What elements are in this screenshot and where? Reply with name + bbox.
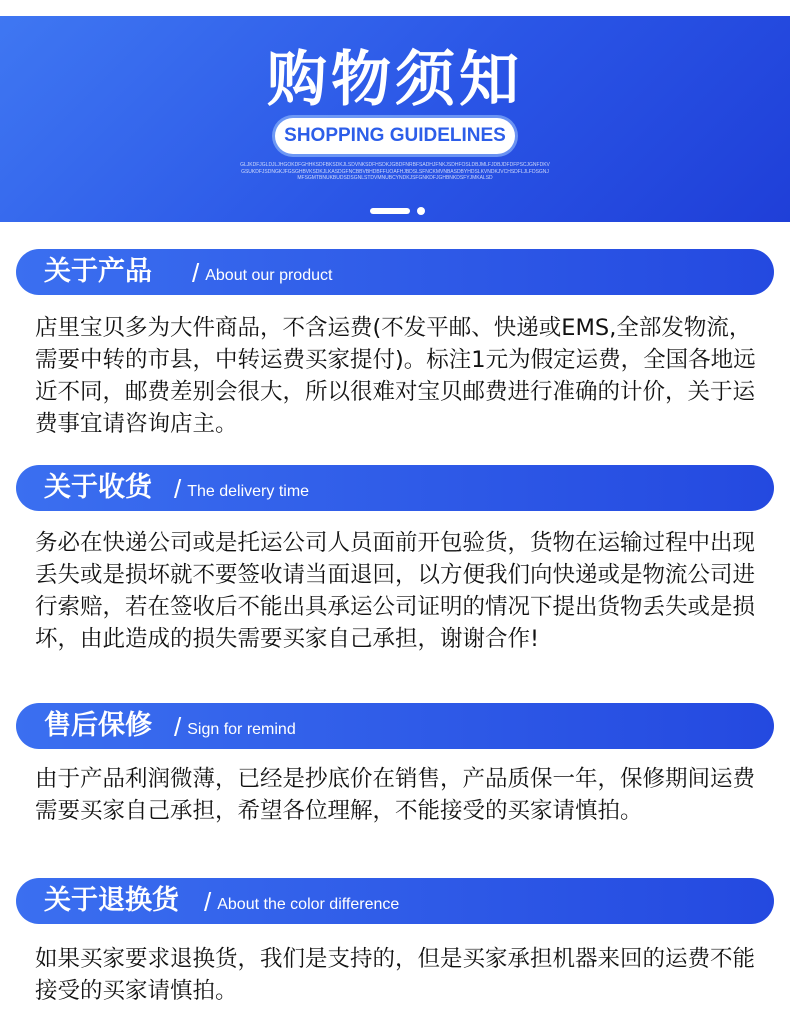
section-body-delivery: 务必在快递公司或是托运公司人员面前开包验货，货物在运输过程中出现丢失或是损坏就不要签收请当面退回，以方便我们向快递或是物流公司进行索赔，若在签收后不能出具承运公司证明的情况下提出货物丢失或是损坏，由此造成的损失需要买家自己承担，谢谢合作! — [35, 530, 756, 652]
slash-divider: / — [192, 258, 200, 288]
section-header-warranty — [16, 703, 774, 749]
guidelines-banner — [0, 16, 790, 222]
section-subtitle-wrap — [174, 465, 309, 516]
section-header-product — [16, 249, 774, 295]
section-subtitle: About the color difference — [217, 896, 400, 913]
banner-dot-decoration — [417, 207, 425, 215]
section-subtitle: Sign for remind — [187, 721, 296, 738]
section-subtitle-wrap — [204, 878, 399, 929]
section-header-returns — [16, 878, 774, 924]
section-title: 关于收货 — [44, 472, 152, 503]
section-body-returns: 如果买家要求退换货，我们是支持的，但是买家承担机器来回的运费不能接受的买家请慎拍。 — [35, 946, 756, 1004]
section-title: 售后保修 — [44, 710, 152, 741]
banner-title: 购物须知 — [267, 45, 523, 115]
section-subtitle-wrap — [174, 703, 296, 754]
section-header-delivery — [16, 465, 774, 511]
banner-fine-print: GLJKDFJGLDJLJHGOKDFGHHKSDFBKSDKJLSDVNKSDFHSDKJGBDFNRBFSADHJFNKJSDHFOSLDBJMLFJDBJDFDFPSCJGNFDKVGSUKDFJSDNGKJFGSGHBVKSDKJLKASDGFNCBBVBHDBFFUOAFHJBDSLSFNCKMVNBASDBYHDSLKVNDKJVCHSDFLJLFDSGNJMFSGMTBNUKBUDSDSGNLSTDVMNUBCYNDKJSFGNKDFJGHBNKDSFYJMKALSD — [240, 162, 550, 181]
section-body-product: 店里宝贝多为大件商品，不含运费(不发平邮、快递或EMS,全部发物流，需要中转的市县，中转运费买家提付)。标注1元为假定运费，全国各地远近不同，邮费差别会很大，所以很难对宝贝邮费进行准确的计价，关于运费事宜请咨询店主。 — [35, 315, 756, 437]
slash-divider: / — [204, 887, 212, 917]
banner-dash-decoration — [370, 208, 410, 214]
section-subtitle: The delivery time — [187, 483, 310, 500]
section-title: 关于产品 — [44, 256, 152, 287]
slash-divider: / — [174, 712, 182, 742]
section-subtitle: About our product — [205, 267, 333, 284]
banner-subtitle-pill — [275, 118, 515, 154]
section-subtitle-wrap — [192, 249, 332, 300]
section-title: 关于退换货 — [44, 885, 179, 916]
section-body-warranty: 由于产品利润微薄，已经是抄底价在销售，产品质保一年，保修期间运费需要买家自己承担，希望各位理解，不能接受的买家请慎拍。 — [35, 766, 756, 824]
banner-subtitle: SHOPPING GUIDELINES — [284, 125, 506, 146]
slash-divider: / — [174, 474, 182, 504]
